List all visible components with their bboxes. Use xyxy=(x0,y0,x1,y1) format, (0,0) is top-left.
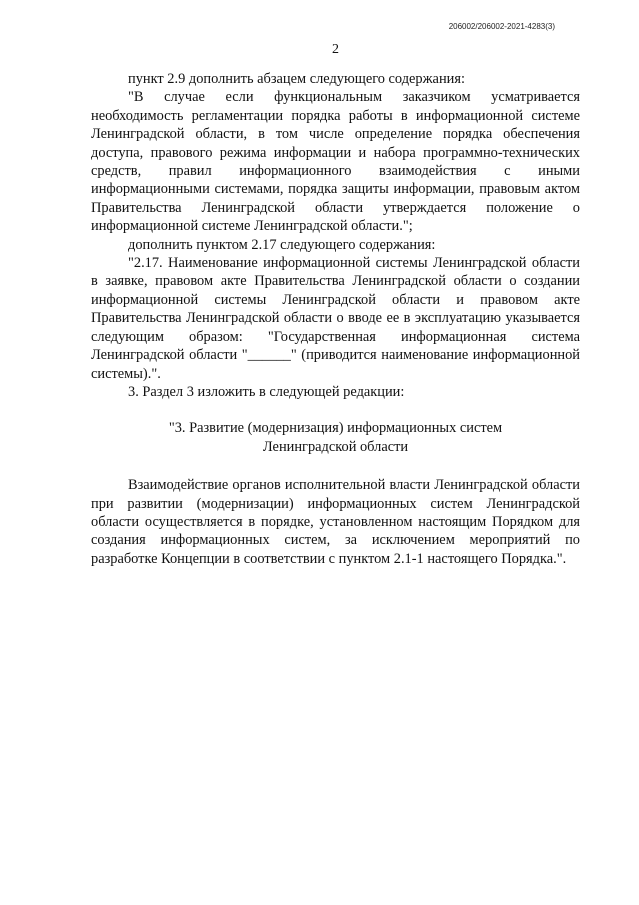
paragraph-section-3: 3. Раздел 3 изложить в следующей редакции: xyxy=(128,383,405,400)
document-number: 206002/206002-2021-4283(3) xyxy=(448,22,555,31)
paragraph-quote-2-9: "В случае если функциональным заказчиком усматривается необходимость регламентации порядка работы в информационной системе Ленинградской области, в том числе определение порядка обеспечения доступа, правового режима информации и набора программно-технических средств, правил информационного взаимодействия с иными информационными системами, порядка защиты информации, правовым актом Правительства Ленинградской области утверждается положение о информационной системе Ленинградской области."; xyxy=(91,89,580,235)
paragraph-interaction: Взаимодействие органов исполнительной власти Ленинградской области при развитии (модернизации) информационных систем Ленинградской области осуществляется в порядке, установленном настоящим Порядком для создания информационных систем, за исключением мероприятий по разработке Концепции в соответствии с пунктом 2.1-1 настоящего Порядка.". xyxy=(91,477,580,567)
section-heading-line-2: Ленинградской области xyxy=(262,438,409,455)
section-heading-line-1: "3. Развитие (модернизация) информационных систем xyxy=(168,420,503,437)
paragraph-amend-2-9: пункт 2.9 дополнить абзацем следующего содержания: xyxy=(128,71,465,87)
paragraph-quote-2-17: "2.17. Наименование информационной системы Ленинградской области в заявке, правовом акте Правительства Ленинградской области о создании информационной системы Ленинградской области и правовом акте Правительства Ленинградской области о вводе ее в эксплуатацию указывается следующим образом: "Государственная информационная система Ленинградской области "______" (приводится наименование информационной системы).". xyxy=(91,255,580,382)
spacer xyxy=(91,456,580,476)
paragraph-amend-2-17: дополнить пунктом 2.17 следующего содержания: xyxy=(128,236,436,253)
section-heading xyxy=(91,419,580,456)
document-body xyxy=(91,70,580,568)
page-number: 2 xyxy=(332,42,339,57)
